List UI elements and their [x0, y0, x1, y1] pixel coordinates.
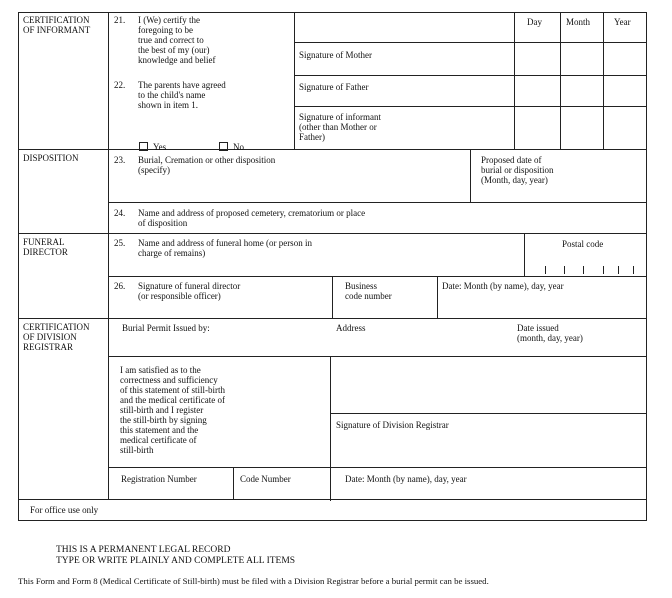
address-label: Address: [336, 323, 366, 333]
item-21-number: 21.: [114, 15, 126, 25]
postal-code-label: Postal code: [562, 239, 604, 249]
code-number-label: Code Number: [240, 474, 291, 484]
item-22-number: 22.: [114, 80, 126, 90]
item-23-number: 23.: [114, 155, 126, 165]
filing-note: This Form and Form 8 (Medical Certificate of Still-birth) must be filed with a Division Registrar before a burial permit can be issued.: [18, 576, 489, 586]
item-25-text: Name and address of funeral home (or person in charge of remains): [138, 238, 312, 258]
office-use-label: For office use only: [30, 505, 99, 515]
permanent-record-notice: THIS IS A PERMANENT LEGAL RECORD TYPE OR WRITE PLAINLY AND COMPLETE ALL ITEMS: [56, 545, 296, 566]
proposed-date-label: Proposed date of burial or disposition (Month, day, year): [481, 155, 554, 185]
checkbox-icon: [219, 142, 228, 151]
registration-number-label: Registration Number: [121, 474, 197, 484]
date-issued-label: Date issued (month, day, year): [517, 323, 583, 343]
no-checkbox[interactable]: [219, 132, 244, 152]
item-22-text: The parents have agreed to the child's name shown in item 1.: [138, 80, 226, 110]
signature-mother-field[interactable]: [295, 43, 513, 74]
month-header: Month: [566, 17, 591, 27]
disposition-section-label: DISPOSITION: [23, 153, 79, 163]
yes-checkbox[interactable]: [139, 132, 166, 152]
year-header: Year: [614, 17, 631, 27]
burial-permit-label: Burial Permit Issued by:: [122, 323, 210, 333]
satisfied-statement: I am satisfied as to the correctness and sufficiency of this statement of still-birth and the medical certificate of still-birth and I register the still-birth by signing this statement and the medical certificate of still-birth: [120, 365, 225, 455]
signature-informant-label: Signature of informant (other than Mother or Father): [299, 112, 381, 142]
signature-father-label: Signature of Father: [299, 82, 369, 92]
business-code-label: Business code number: [345, 281, 392, 301]
item-24-text: Name and address of proposed cemetery, crematorium or place of disposition: [138, 208, 366, 228]
item-26-number: 26.: [114, 281, 126, 291]
day-header: Day: [527, 17, 542, 27]
yes-label: Yes: [153, 142, 167, 152]
item-26-text: Signature of funeral director (or responsible officer): [138, 281, 241, 301]
item-21-text: I (We) certify the foregoing to be true and correct to the best of my (our) knowledge and belief: [138, 15, 216, 65]
checkbox-icon: [139, 142, 148, 151]
no-label: No: [233, 142, 244, 152]
signature-mother-label: Signature of Mother: [299, 50, 372, 60]
funeral-date-label: Date: Month (by name), day, year: [442, 281, 564, 291]
informant-section-label: CERTIFICATION OF INFORMANT: [23, 15, 91, 35]
item-25-number: 25.: [114, 238, 126, 248]
registrar-date-label: Date: Month (by name), day, year: [345, 474, 467, 484]
item-23-text: Burial, Cremation or other disposition (specify): [138, 155, 276, 175]
funeral-section-label: FUNERAL DIRECTOR: [23, 237, 68, 257]
signature-registrar-label: Signature of Division Registrar: [336, 420, 449, 430]
signature-father-field[interactable]: [295, 76, 513, 105]
signature-informant-field[interactable]: [295, 107, 513, 148]
registrar-section-label: CERTIFICATION OF DIVISION REGISTRAR: [23, 322, 90, 352]
item-24-number: 24.: [114, 208, 126, 218]
